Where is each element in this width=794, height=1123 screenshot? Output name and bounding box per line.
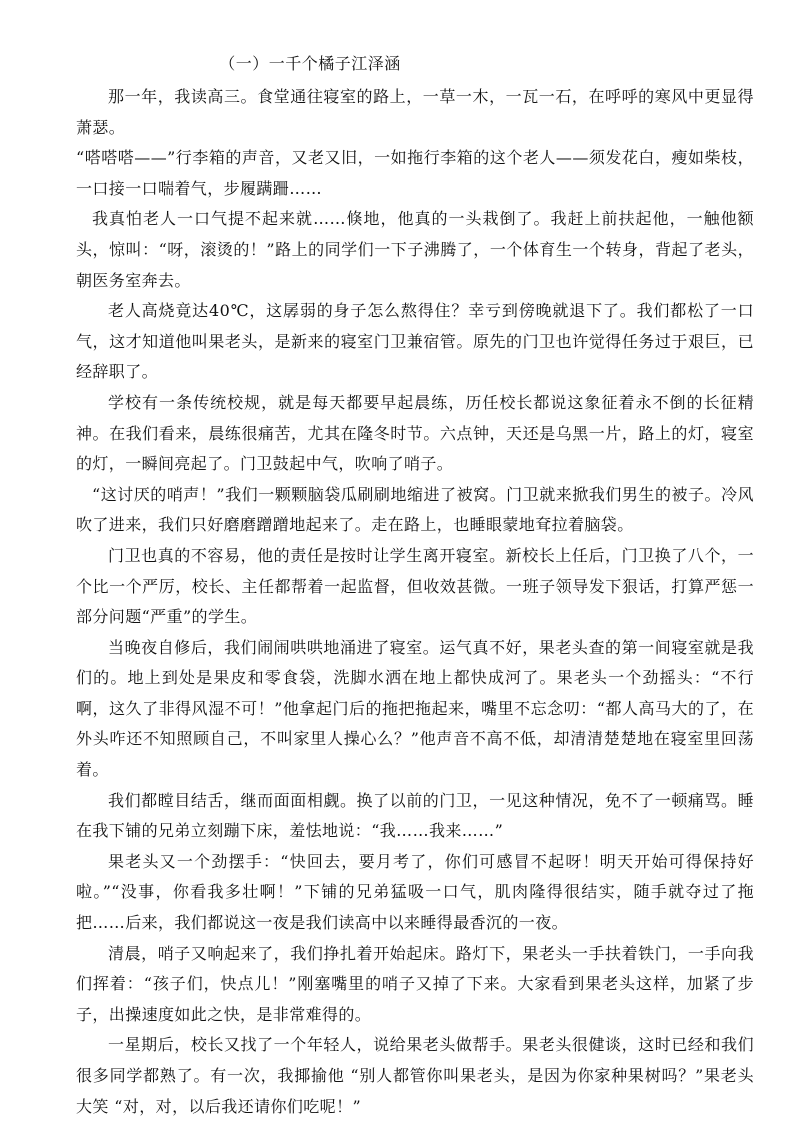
document-body <box>76 82 754 1122</box>
paragraph: 我真怕老人一口气提不起来就……倏地，他真的一头栽倒了。我赶上前扶起他，一触他额头，惊叫：“呀，滚烫的！”路上的同学们一下子沸腾了，一个体育生一个转身，背起了老头，朝医务室奔去。 <box>76 209 754 290</box>
paragraph: “这讨厌的哨声！”我们一颗颗脑袋瓜刷刷地缩进了被窝。门卫就来掀我们男生的被子。冷风吹了进来，我们只好磨磨蹭蹭地起来了。走在路上，也睡眼蒙地耷拉着脑袋。 <box>76 484 754 535</box>
paragraph: 学校有一条传统校规，就是每天都要早起晨练，历任校长都说这象征着永不倒的长征精神。在我们看来，晨练很痛苦，尤其在隆冬时节。六点钟，天还是乌黑一片，路上的灯，寝室的灯，一瞬间亮起了。门卫鼓起中气，吹响了哨子。 <box>76 392 754 474</box>
paragraph: 老人高烧竟达40℃，这孱弱的身子怎么熬得住？幸亏到傍晚就退下了。我们都松了一口气，这才知道他叫果老头，是新来的寝室门卫兼宿管。原先的门卫也许觉得任务过于艰巨，已经辞职了。 <box>76 301 754 382</box>
paragraph: 门卫也真的不容易，他的责任是按时让学生离开寝室。新校长上任后，门卫换了八个，一个比一个严厉，校长、主任都帮着一起监督，但收效甚微。一班子领导发下狠话，打算严惩一部分问题“严重”的学生。 <box>76 545 754 627</box>
paragraph: 一星期后，校长又找了一个年轻人，说给果老头做帮手。果老头很健谈，这时已经和我们很多同学都熟了。有一次，我揶揄他 “别人都管你叫果老头，是因为你家种果树吗？”果老头大笑 “对，对，以后我还请你们吃呢！” <box>76 1035 754 1116</box>
paragraph: 果老头又一个劲摆手：“快回去，要月考了，你们可感冒不起呀！明天开始可得保持好啦。”“没事，你看我多壮啊！”下铺的兄弟猛吸一口气，肌肉隆得很结实，随手就夺过了拖把……后来，我们都说这一夜是我们读高中以来睡得最香沉的一夜。 <box>76 851 754 933</box>
paragraph: 当晚夜自修后，我们闹闹哄哄地涌进了寝室。运气真不好，果老头查的第一间寝室就是我们的。地上到处是果皮和零食袋，洗脚水洒在地上都快成河了。果老头一个劲摇头：“不行啊，这久了非得风湿不可！”他拿起门后的拖把拖起来，嘴里不忘念叨：“都人高马大的了，在外头咋还不知照顾自己，不叫家里人操心么？”他声音不高不低，却清清楚楚地在寝室里回荡着。 <box>76 637 754 780</box>
document-title: （一）一千个橘子江泽涵 <box>219 54 401 73</box>
paragraph: 清晨，哨子又响起来了，我们挣扎着开始起床。路灯下，果老头一手扶着铁门，一手向我们挥着：“孩子们，快点儿！”刚塞嘴里的哨子又掉了下来。大家看到果老头这样，加紧了步子，出操速度如此之快，是非常难得的。 <box>76 943 754 1024</box>
paragraph: 那一年，我读高三。食堂通往寝室的路上，一草一木，一瓦一石，在呼呼的寒风中更显得萧瑟。 <box>76 87 754 137</box>
paragraph: “嗒嗒嗒——”行李箱的声音，又老又旧，一如拖行李箱的这个老人——须发花白，瘦如柴枝，一口接一口喘着气，步履蹒跚…… <box>76 148 754 198</box>
paragraph: 我们都瞠目结舌，继而面面相觑。换了以前的门卫，一见这种情况，免不了一顿痛骂。睡在我下铺的兄弟立刻蹦下床，羞怯地说：“我……我来……” <box>76 790 754 841</box>
